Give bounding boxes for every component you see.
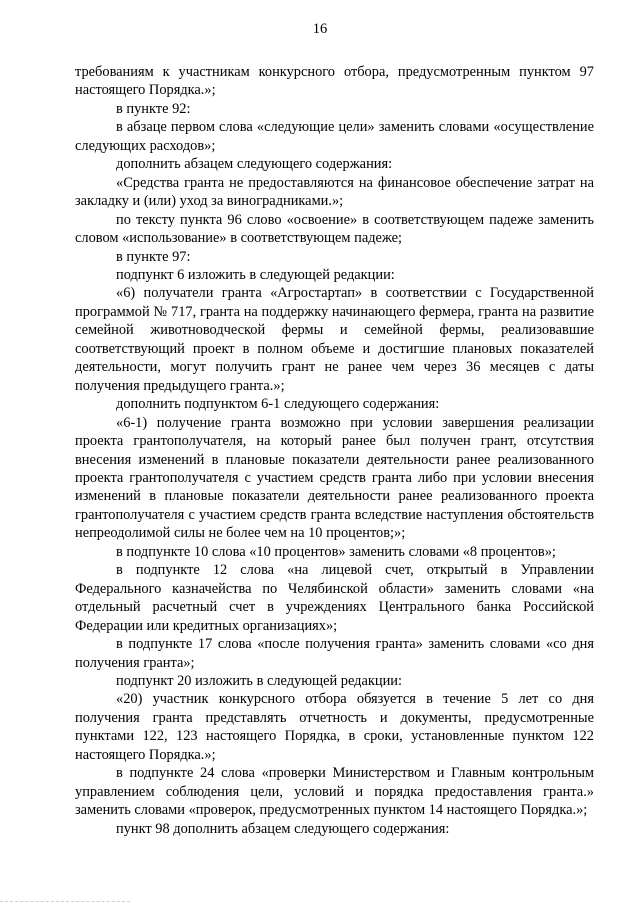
paragraph: «20) участник конкурсного отбора обязуется в течение 5 лет со дня получения гранта представлять отчетность и документы, предусмотренные пунктами 122, 123 настоящего Порядка, в сроки, установленные пунктом 122 настоящего Порядка.»; [75,691,594,763]
paragraph: в подпункте 24 слова «проверки Министерством и Главным контрольным управлением соблюдения цели, условий и порядка предоставления гранта.» заменить словами «проверок, предусмотренных пунктом 14 настоящего Порядка.»; [75,765,594,819]
paragraph: в пункте 97: [116,248,191,265]
paragraph: в подпункте 12 слова «на лицевой счет, открытый в Управлении Федерального казначейства по Челябинской области» заменить словами «на отдельный расчетный счет в учреждениях Центрального банка Российской Федерации или кредитных организациях»; [75,562,594,634]
document-body [75,63,594,838]
paragraph: в подпункте 17 слова «после получения гранта» заменить словами «со дня получения гранта»; [75,636,594,671]
paragraph: дополнить подпунктом 6-1 следующего содержания: [116,396,440,413]
paragraph: в подпункте 10 слова «10 процентов» заменить словами «8 процентов»; [116,543,556,560]
paragraph: по тексту пункта 96 слово «освоение» в соответствующем падеже заменить словом «использование» в соответствующем падеже; [75,211,594,247]
paragraph: дополнить абзацем следующего содержания: [116,156,393,173]
paragraph: подпункт 6 изложить в следующей редакции: [116,266,395,283]
paragraph: «6-1) получение гранта возможно при условии завершения реализации проекта грантополучателя, на который ранее был получен грант, отсутствия внесения изменений в плановые показатели деятельности ранее реализованного проекта грантополучателя с участием средств гранта либо при условии внесения изменений в плановые показатели деятельности ранее реализованного проекта грантополучателя с участием средств гранта вследствие наступления обстоятельств непреодолимой силы не более чем на 10 процентов;»; [75,414,594,542]
paragraph: пункт 98 дополнить абзацем следующего содержания: [116,820,450,837]
page-number: 16 [312,21,328,37]
paragraph: в абзаце первом слова «следующие цели» заменить словами «осуществление следующих расходов»; [75,119,594,154]
paragraph: в пункте 92: [116,100,191,117]
paragraph: подпункт 20 изложить в следующей редакции: [116,672,402,689]
paragraph: «6) получатели гранта «Агростартап» в соответствии с Государственной программой № 717, гранта на поддержку начинающего фермера, гранта на развитие семейной животноводческой фермы и семейной фермы, реализовавшие соответствующий проект в полном объеме и достигшие плановых показателей деятельности, могут получить грант не ранее чем через 36 месяцев с даты получения предыдущего гранта.»; [75,285,594,394]
scan-edge-divider [0,901,130,902]
paragraph: «Средства гранта не предоставляются на финансовое обеспечение затрат на закладку и (или) уход за виноградниками.»; [75,174,594,210]
paragraph: требованиям к участникам конкурсного отбора, предусмотренным пунктом 97 настоящего Порядка.»; [75,64,594,99]
